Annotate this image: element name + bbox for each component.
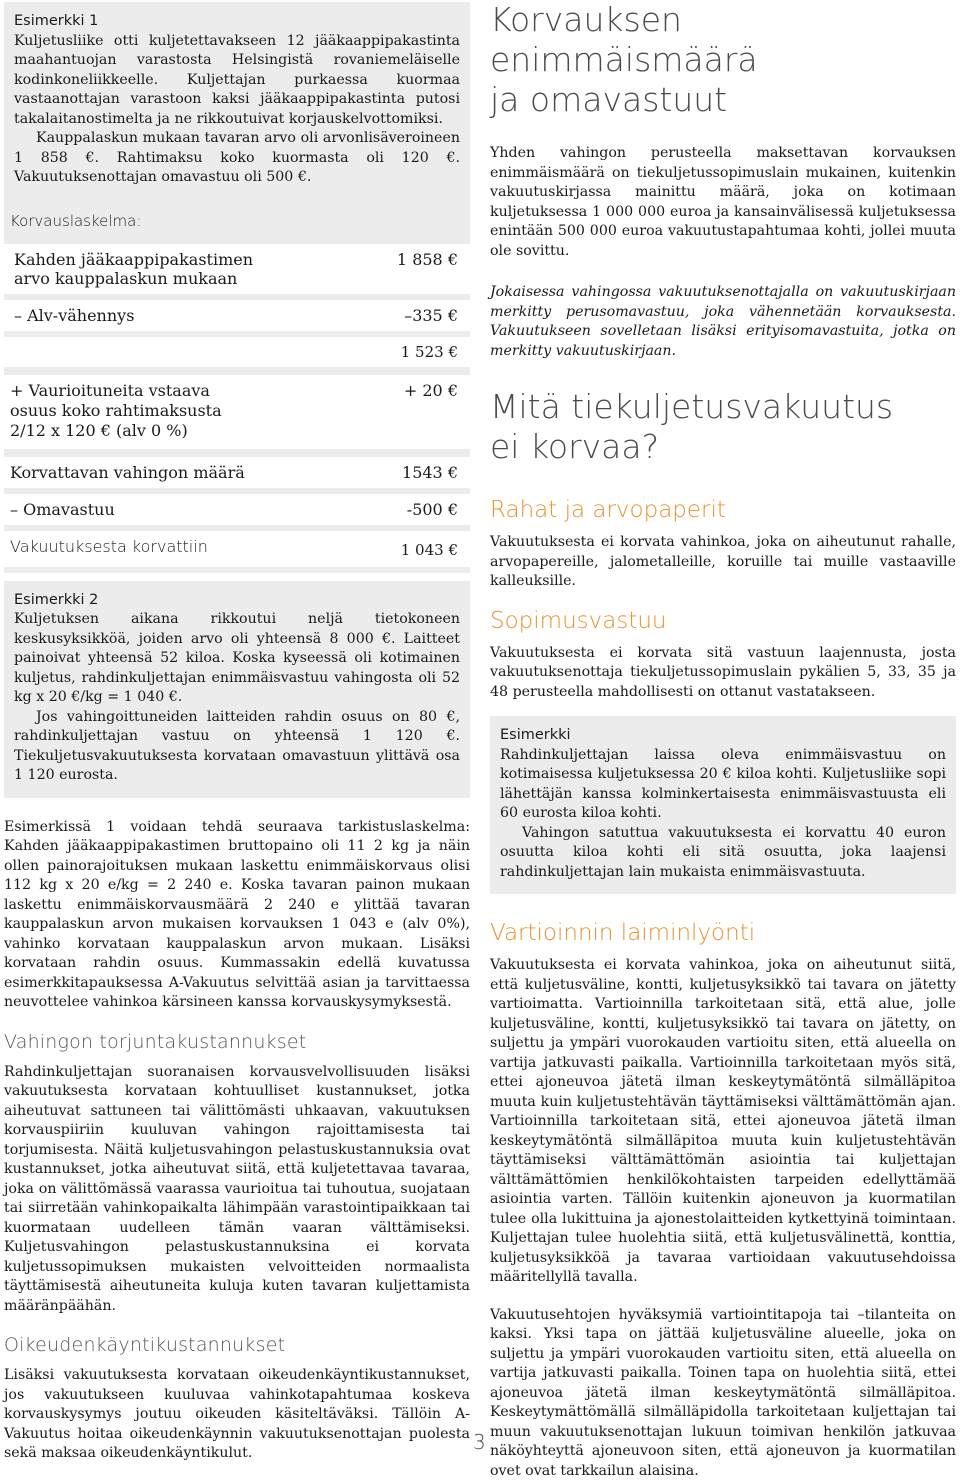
title-max-compensation-line-2: ja omavastuut	[490, 80, 727, 119]
title-not-covered-line-1: Mitä tiekuljetusvakuutus	[490, 387, 893, 426]
calc-row	[4, 531, 470, 567]
example-1-paragraph-2: Kauppalaskun mukaan tavaran arvo oli arvonlisäveroineen 1 858 €. Rahtimaksu koko kuormasta oli 120 €. Vakuutuksenottajan omavastuu oli 500 €.	[14, 129, 460, 188]
calc-row	[4, 244, 470, 294]
legal-costs-paragraph: Lisäksi vakuutuksesta korvataan oikeudenkäyntikustannukset, jos vakuutukseen kuuluvaa vahinkotapahtumaa koskeva korvauskysymys joutuu oikeuden käsiteltäväksi. Tällöin A-Vakuutus hoitaa oikeudenkäynnin vakuutuksenottajan puolesta sekä maksaa oikeudenkäyntikulut.	[4, 1366, 470, 1464]
example-1-paragraph-1: Kuljetusliike otti kuljetettavakseen 12 jääkaappipakastinta maahantuojan varastosta Helsingistä rovaniemeläiselle kodinkoneliikkeelle. Kuljettajan purkaessa kuormaa vastaanottajan varastoon kaksi jääkaappipakastinta putosi takalaitanostimelta ja ne rikkoutuivat korjauskelvottomiksi.	[14, 32, 460, 130]
contract-liability-paragraph: Vakuutuksesta ei korvata sitä vastuun laajennusta, josta vakuutuksenottaja tiekuljetussopimuslain pykälien 5, 33, 35 ja 48 perusteella mahdollisesti on ottanut vastatakseen.	[490, 644, 956, 703]
section-heading-legal-costs: Oikeudenkäyntikustannukset	[4, 1334, 470, 1356]
example-2-box	[4, 581, 470, 798]
page-number: 3	[473, 1430, 486, 1454]
heading-contract-liability: Sopimusvastuu	[490, 608, 956, 634]
example-1-box	[4, 2, 470, 200]
guarding-neglect-paragraph: Vakuutuksesta ei korvata vahinkoa, joka on aiheutunut siitä, että kuljetusväline, kontti, kuljetusyksikkö tai tavara on jätetty vartioimatta. Vartioinnilla tarkoitetaan sitä, että alue, jolle kuljetusväline, kontti, kuljetusyksikkö tai tavara on jätetty, on suljettu ja ympäri vuorokauden vartioitu siten, että alueella on vartija jatkuvasti paikalla. Vartioinnilla tarkoitetaan myös sitä, ettei ajoneuvoa jätetä ilman keskeytymätöntä silmälläpitoa muuta kuin kuljetustehtävän täyttämiseksi välttämättömän ajan. Vartioinnilla tarkoitetaan sitä, ettei ajoneuvoa jätetä ilman keskeytymätöntä silmälläpitoa muuta kuin kuljetustehtävän täyttämiseksi välttämättömän asiointia tai kuljettajan välttämättömien henkilökohtaisten tarpeiden edellyttämää asiointia varten. Tällöin kuitenkin ajoneuvon ja kuormatilan tulee olla lukittuina ja ajonestolaitteiden kytkettyinä toimintaan. Kuljettajan tulee huolehtia siitä, että kuljetusvälinettä, konttia, kuljetusyksikköä ja tavaraa vartioidaan vakuutusehdoissa määritellyllä tavalla.	[490, 956, 956, 1288]
calc-row	[4, 337, 470, 367]
heading-money-securities: Rahat ja arvopaperit	[490, 497, 956, 523]
left-column	[4, 2, 470, 1464]
example-right-paragraph-1: Rahdinkuljettajan laissa oleva enimmäisvastuu on kotimaisessa kuljetuksessa 20 € kiloa kohti. Kuljetusliike sopi lähettäjän kanssa kolminkertaisesta enimmäisvastuusta eli 60 eurosta kiloa kohti.	[500, 746, 946, 824]
deductible-paragraph: Jokaisessa vahingossa vakuutuksenottajalla on vakuutuskirjaan merkitty perusomavastuu, joka vähennetään korvauksesta. Vakuutukseen sovelletaan lisäksi erityisomavastuita, jotka on merkitty vakuutuskirjaan.	[490, 283, 956, 361]
calc-row-value: + 20 €	[404, 381, 470, 400]
calc-row-label: Korvattavan vahingon määrä	[4, 463, 245, 482]
title-not-covered	[490, 387, 956, 467]
calc-row-label: – Omavastuu	[4, 500, 115, 519]
guarding-methods-paragraph: Vakuutusehtojen hyväksymiä vartiointitapoja tai –tilanteita on kaksi. Yksi tapa on jättää kuljetusväline alueelle, joka on suljettu ja ympäri vuorokauden vartioitu siten, että alueella on vartija jatkuvasti paikalla. Toinen tapa on huolehtia siitä, ettei ajoneuvoa jätetä ilman keskeytymätöntä silmälläpitoa. Keskeytymättömällä silmälläpidolla tarkoitetaan kuljettajan tai muun vakuutuksenottajan lukuun toimivan henkilön jatkuvaa näköyhteyttä ajoneuvoon siten, että ajoneuvon ja kuormatilan ovet ovat tarkkailun alaisina.	[490, 1306, 956, 1481]
title-max-compensation	[490, 0, 956, 120]
calc-heading: Korvauslaskelma:	[10, 212, 470, 230]
prevention-costs-paragraph: Rahdinkuljettajan suoranaisen korvausvelvollisuuden lisäksi vakuutuksesta korvataan kohtuulliset kustannukset, jotka aiheutuvat sattuneen tai välittömästi uhkaavan, vakuutuksen korvauspiiriin kuuluvan vahingon rajoittamisesta tai torjumisesta. Näitä kuljetusvahingon pelastuskustannuksia ovat kustannukset, jotka aiheutuvat siitä, että kuljetettavaa tavaraa, joka on välittömässä vaarassa vaurioitua tai tuhoutua, suojataan tai siirretään vahinkopaikalta lähimpään varastointipaikkaan tai kuormataan uudelleen tämän vaaran välttämiseksi. Kuljetusvahingon pelastuskustannuksina ei korvata kuljetussopimuksen mukaisten velvoitteiden normaalista täyttämisestä aiheutuneita kuluja kuten tavaran kuljettamista määränpäähän.	[4, 1063, 470, 1317]
calc-row	[4, 494, 470, 525]
example-box-right	[490, 716, 956, 894]
example-right-paragraph-2: Vahingon satuttua vakuutuksesta ei korvattu 40 euron osuutta kiloa kohti eli sitä osuutta, joka laajensi rahdinkuljettajan lain mukaista enimmäisvastuuta.	[500, 824, 946, 883]
calc-row	[4, 375, 470, 449]
calc-row-value: 1 523 €	[401, 343, 470, 361]
title-not-covered-line-2: ei korvaa?	[490, 427, 659, 466]
calc-row-label: Kahden jääkaappipakastimen arvo kauppalaskun mukaan	[4, 250, 284, 288]
calc-row-value: -500 €	[407, 500, 470, 519]
example-2-label: Esimerkki 2	[14, 591, 460, 611]
calc-section	[4, 200, 470, 573]
example-1-label: Esimerkki 1	[14, 12, 460, 32]
calc-row-label: – Alv-vähennys	[4, 306, 134, 325]
section-heading-prevention-costs: Vahingon torjuntakustannukset	[4, 1031, 470, 1053]
example-2-paragraph-1: Kuljetuksen aikana rikkoutui neljä tietokoneen keskusyksikköä, joiden arvo oli yhteensä 8 000 €. Laitteet painoivat yhteensä 52 kiloa. Koska kyseessä oli kotimainen kuljetus, rahdinkuljettajan enimmäisvastuu vahingosta oli 52 kg x 20 €/kg = 1 040 €.	[14, 610, 460, 708]
check-calc-paragraph: Esimerkissä 1 voidaan tehdä seuraava tarkistuslaskelma: Kahden jääkaappipakastimen bruttopaino oli 11 2 kg ja näin ollen painorajoituksen mukaan laskettu enimmäiskorvaus olisi 112 kg x 20 e/kg = 2 240 e. Koska tavaran painon mukaan laskettu enimmäiskorvausmäärä 2 240 e ylittää tavaran kauppalaskun arvon mukaisen korvauksen 1 043 e (alv 0%), vahinko korvataan kauppalaskun arvon mukaan. Lisäksi korvataan rahdin osuus. Kummassakin edellä kuvatussa esimerkkitapauksessa A-Vakuutus selvittää asian ja tarvittaessa neuvottelee vahinkoa kärsineen kanssa korvauskysymyksestä.	[4, 818, 470, 1013]
calc-row-value: –335 €	[404, 306, 470, 325]
max-compensation-paragraph: Yhden vahingon perusteella maksettavan korvauksen enimmäismäärä on tiekuljetussopimuslain mukainen, kuitenkin vakuutuskirjassa mainittu määrä, joka on kotimaan kuljetuksessa 1 000 000 euroa ja kansainvälisessä kuljetuksessa enintään 500 000 euroa vakuutustapahtumaa kohti, jollei muuta ole sovittu.	[490, 144, 956, 261]
right-column	[490, 0, 956, 1481]
title-max-compensation-line-1: Korvauksen enimmäismäärä	[490, 0, 758, 79]
calc-row-value: 1 858 €	[397, 250, 470, 269]
heading-guarding-neglect: Vartioinnin laiminlyönti	[490, 920, 956, 946]
calc-row	[4, 457, 470, 488]
calc-row-value: 1543 €	[402, 463, 470, 482]
calc-row-value: 1 043 €	[401, 537, 470, 559]
calc-row-label: + Vaurioituneita vstaava osuus koko rahtimaksusta 2/12 x 120 € (alv 0 %)	[4, 381, 240, 441]
calc-row-label: Vakuutuksesta korvattiin	[4, 537, 208, 556]
example-right-label: Esimerkki	[500, 726, 946, 746]
example-2-paragraph-2: Jos vahingoittuneiden laitteiden rahdin osuus on 80 €, rahdinkuljettajan vastuu on yhteensä 1 120 €. Tiekuljetusvakuutuksesta korvataan omavastuun ylittävä osa 1 120 eurosta.	[14, 708, 460, 786]
calc-row	[4, 300, 470, 331]
money-securities-paragraph: Vakuutuksesta ei korvata vahinkoa, joka on aiheutunut rahalle, arvopapereille, jalometalleille, koruille tai muille vastaaville kalleuksille.	[490, 533, 956, 592]
